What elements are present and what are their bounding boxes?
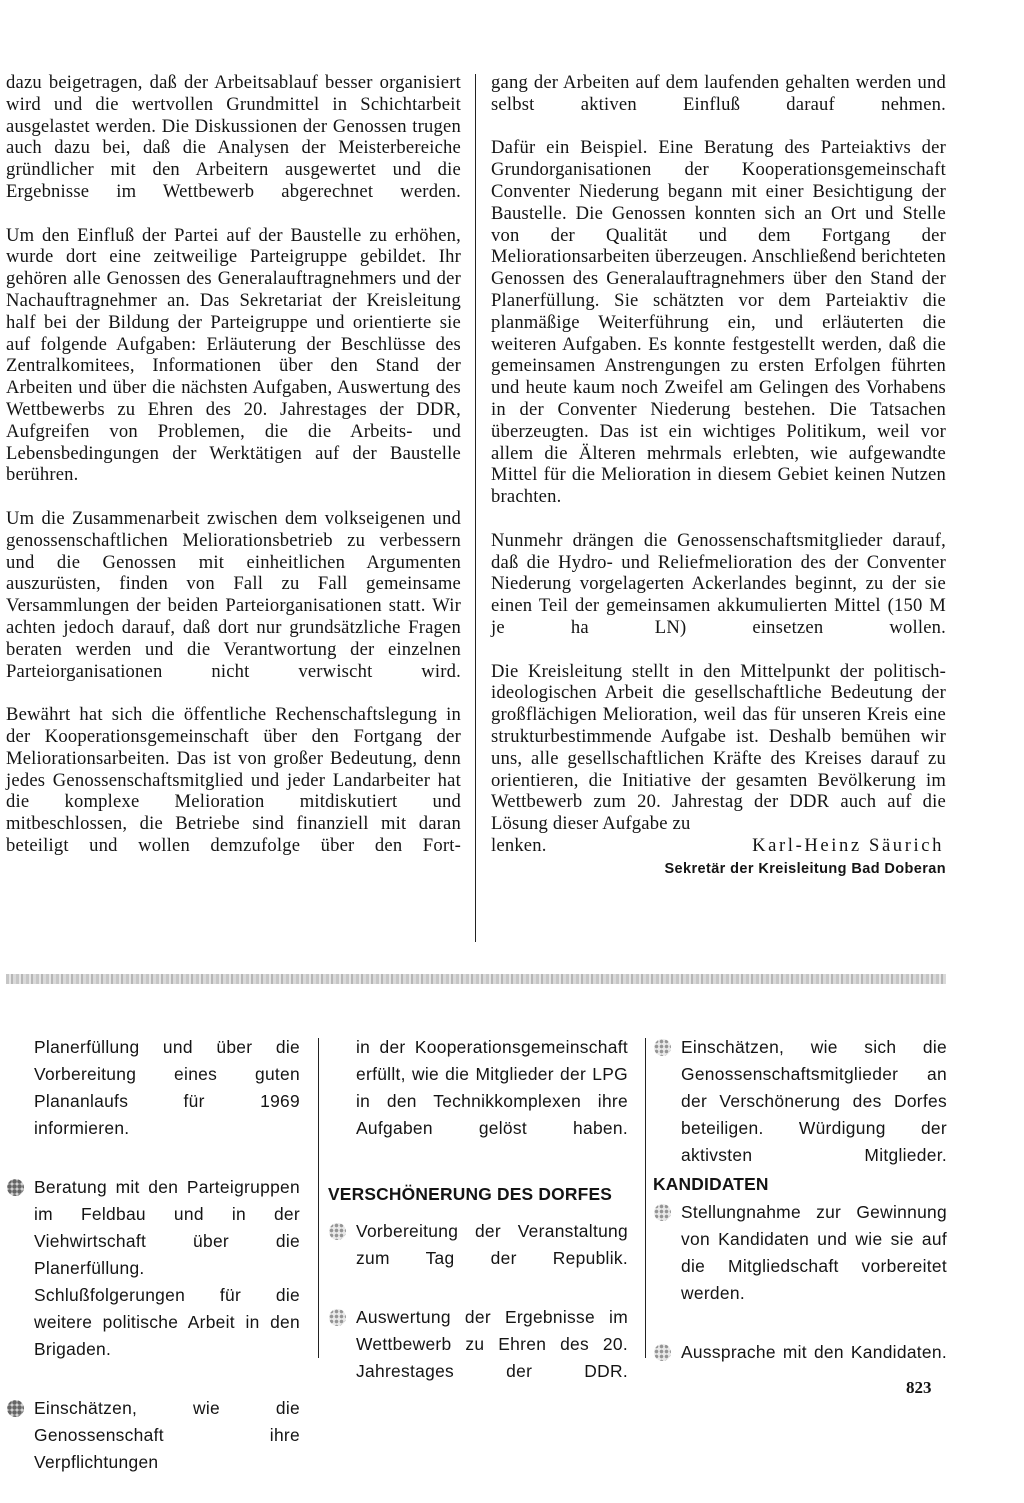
- column-divider: [645, 1038, 646, 1358]
- checklist-column-1: [34, 1034, 300, 1503]
- list-item-text: Stellungnahme zur Gewinnung von Kandidaten und wie sie auf die Mitgliedschaft vorbereitet werden.: [681, 1202, 947, 1303]
- checklist-column-2: [356, 1034, 628, 1169]
- section-separator-band: [6, 974, 946, 984]
- verschoenerung-list: [356, 1218, 628, 1412]
- article-paragraph: Um den Einfluß der Partei auf der Baustelle zu erhöhen, wurde dort eine zeitweilige Parteigruppe gebildet. Ihr gehören alle Genossen des Generalauftragnehmers und der Nachauftragnehmer an. Das Sekretariat der Kreisleitung half bei der Bildung der Parteigruppe und orientierte sie auf folgende Aufgaben: Erläuterung der Beschlüsse des Zentralkomitees, Informationen über den Stand der Arbeiten und über die nächsten Aufgaben, Auswertung des Wettbewerbs zu Ehren des 20. Jahrestages der DDR, Aufgreifen von Problemen, die die Arbeits- und Lebensbedingungen der Werktätigen auf der Baustelle berühren.: [6, 224, 461, 486]
- author-name: Karl-Heinz Säurich: [752, 834, 944, 856]
- list-item: [681, 1199, 947, 1334]
- kandidaten-list: [681, 1199, 947, 1393]
- list-item-text: Beratung mit den Parteigruppen im Feldbau und in der Viehwirtschaft über die Planerfüllung. Schlußfolgerungen für die weitere politische Arbeit in den Brigaden.: [34, 1177, 300, 1359]
- author-role: Sekretär der Kreisleitung Bad Doberan: [664, 860, 946, 877]
- article-paragraph: Dafür ein Beispiel. Eine Beratung des Parteiaktivs der Grundorganisationen der Kooperationsgemeinschaft Conventer Niederung begann mit einer Besichtigung der Baustelle. Die Genossen konnten sich an Ort und Stelle von der Qualität und dem Fortgang der Meliorationsarbeiten überzeugen. Anschließend berichteten Genossen des Generalauftragnehmers über den Stand der Planerfüllung. Sie schätzten vor dem Parteiaktiv die planmäßige Weiterführung ein, und erläuterten die weiteren Aufgaben. Es konnte festgestellt werden, daß die gemeinsamen Anstrengungen zu ersten Erfolgen führten und heute kaum noch Zweifel am Gelingen des Vorhabens in der Conventer Niederung bestehen. Die Tatsachen überzeugten. Das ist ein wichtiges Politikum, weil vor allem die Älteren mehrmals erlebten, wie aufgewandte Mittel für die Melioration in diesem Gebiet keinen Nutzen brachten.: [491, 137, 946, 508]
- list-item: [356, 1218, 628, 1299]
- article-paragraph: Um die Zusammenarbeit zwischen dem volkseigenen und genossenschaftlichen Meliorationsbetrieb zu verbessern und die Genossen mit einheitlichen Argumenten auszurüsten, finden von Fall zu Fall gemeinsame Versammlungen der beiden Parteiorganisationen statt. Wir achten jedoch darauf, daß dort nur grundsätzliche Fragen beraten werden und die Verantwortung der einzelnen Parteiorganisationen nicht verwischt wird.: [6, 507, 461, 682]
- list-item-text: in der Kooperationsgemeinschaft erfüllt, wie die Mitglieder der LPG in den Technikkomplexen ihre Aufgaben gelöst haben.: [356, 1037, 628, 1138]
- article-paragraph: Bewährt hat sich die öffentliche Rechenschaftslegung in der Kooperationsgemeinschaft über den Fortgang der Meliorationsarbeiten. Das ist von großer Bedeutung, denn jedes Genossenschaftsmitglied und jeder Landarbeiter hat die komplexe Melioration mitdiskutiert und mitbeschlossen, die Betriebe sind finanziell mit daran beteiligt und wollen demzufolge über den Fort-: [6, 704, 461, 856]
- list-item: [34, 1034, 300, 1169]
- dotted-bullet-icon: [329, 1223, 346, 1240]
- list-item-text: Planerfüllung und über die Vorbereitung eines guten Plananlaufs für 1969 informieren.: [34, 1037, 300, 1138]
- section-heading-verschoenerung: VERSCHÖNERUNG DES DORFES: [328, 1184, 613, 1204]
- section-heading-kandidaten: KANDIDATEN: [653, 1174, 769, 1194]
- list-item-text: Vorbereitung der Veranstaltung zum Tag der Republik.: [356, 1221, 628, 1268]
- list-item-text: Auswertung der Ergebnisse im Wettbewerb zu Ehren des 20. Jahrestages der DDR.: [356, 1307, 628, 1381]
- list-item: [34, 1174, 300, 1390]
- dotted-bullet-icon: [654, 1204, 671, 1221]
- article-column-right: [491, 72, 946, 879]
- article-paragraph: Nunmehr drängen die Genossenschaftsmitglieder darauf, daß die Hydro- und Reliefmelioration des der Conventer Niederung vorgelagerten Ackerlandes beginnt, zu der sie einen Teil der gemeinsamen akkumulierten Mittel (150 M je ha LN) einsetzen wollen.: [491, 529, 946, 638]
- list-item-text: Aussprache mit den Kandidaten.: [681, 1342, 947, 1362]
- article-paragraph: Die Kreisleitung stellt in den Mittelpunkt der politisch-ideologischen Arbeit die gesellschaftliche Bedeutung der großflächigen Melioration, weil das für unseren Kreis eine strukturbestimmende Aufgabe ist. Deshalb bemühen wir uns, alle gesellschaftlichen Kräfte des Kreises darauf zu orientieren, die Initiative der gesamten Bevölkerung im Wettbewerb zum 20. Jahrestag der DDR auch auf die Lösung dieser Aufgabe zu: [491, 660, 946, 835]
- list-item: [356, 1304, 628, 1412]
- list-item-text: Einschätzen, wie die Genossenschaft ihre Verpflichtungen: [34, 1398, 300, 1472]
- list-item: [34, 1395, 300, 1503]
- list-item: [356, 1034, 628, 1169]
- article-paragraph: dazu beigetragen, daß der Arbeitsablauf besser organisiert wird und die wertvollen Grundmittel in Schichtarbeit ausgelastet werden. Die Diskussionen der Genossen trugen auch dazu bei, daß die Analysen der Meisterbereiche gründlicher mit den Arbeitern ausgewertet und die Ergebnisse im Wettbewerb abgerechnet werden.: [6, 72, 461, 202]
- column-divider: [475, 74, 476, 942]
- signature-line: [491, 835, 946, 857]
- dotted-bullet-icon: [654, 1344, 671, 1361]
- dotted-bullet-icon: [329, 1309, 346, 1326]
- page-number: 823: [906, 1378, 932, 1397]
- article-paragraph: gang der Arbeiten auf dem laufenden gehalten werden und selbst aktiven Einfluß darauf nehmen.: [491, 72, 946, 115]
- dotted-bullet-icon: [7, 1400, 24, 1417]
- list-item-text: Einschätzen, wie sich die Genossenschaftsmitglieder an der Verschönerung des Dorfes beteiligen. Würdigung der aktivsten Mitglieder.: [681, 1037, 947, 1165]
- closing-word: lenken.: [491, 834, 547, 856]
- article-column-left: [6, 72, 461, 878]
- dotted-bullet-icon: [654, 1039, 671, 1056]
- column-divider: [318, 1038, 319, 1358]
- dotted-bullet-icon: [7, 1179, 24, 1196]
